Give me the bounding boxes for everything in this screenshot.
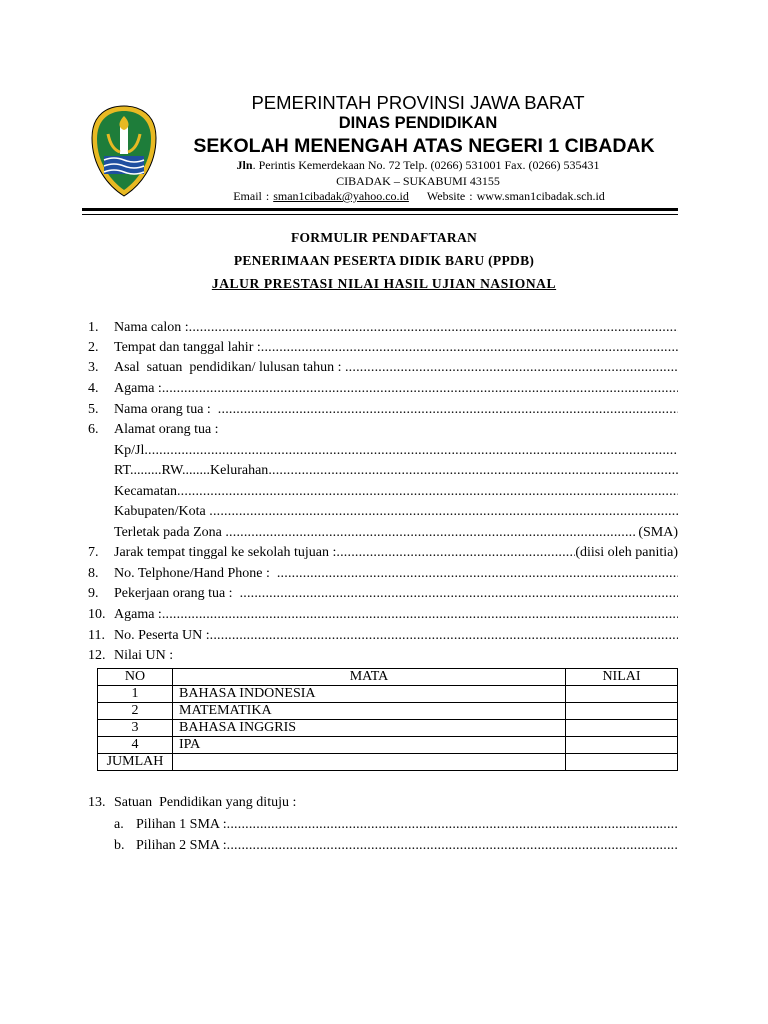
choice-row[interactable]: a. Pilihan 1 SMA : ..... bbox=[114, 815, 678, 835]
choice-label: Pilihan 2 SMA : bbox=[136, 838, 227, 853]
header-divider-thick bbox=[82, 208, 678, 211]
table-cell-no: 3 bbox=[98, 720, 173, 737]
table-cell-score[interactable] bbox=[566, 737, 678, 754]
table-total-score[interactable] bbox=[566, 754, 678, 771]
table-cell-subject: IPA bbox=[173, 737, 566, 754]
choice-label: Pilihan 1 SMA : bbox=[136, 817, 227, 832]
fill-line[interactable] bbox=[177, 482, 678, 502]
address-row[interactable] bbox=[114, 461, 678, 481]
fill-line[interactable] bbox=[189, 318, 678, 338]
field-row[interactable]: 3. Asal satuan pendidikan/ lulusan tahun : ..... bbox=[88, 358, 678, 378]
address-row[interactable] bbox=[114, 523, 678, 543]
fill-line[interactable] bbox=[227, 836, 678, 856]
table-cell-no: 4 bbox=[98, 737, 173, 754]
fill-line[interactable] bbox=[225, 523, 634, 543]
field-row: 12. Nilai UN : bbox=[88, 646, 678, 666]
table-total-row bbox=[98, 754, 678, 771]
field-label: No. Telphone/Hand Phone : bbox=[114, 566, 277, 581]
field-row[interactable]: 4. Agama : ..... bbox=[88, 379, 678, 399]
header-contact bbox=[0, 189, 768, 204]
field-row[interactable]: 8. No. Telphone/Hand Phone : ..... bbox=[88, 564, 678, 584]
address-row[interactable] bbox=[114, 502, 678, 522]
field-row[interactable]: 5. Nama orang tua : ..... bbox=[88, 400, 678, 420]
email-link[interactable]: sman1cibadak@yahoo.co.id bbox=[273, 189, 409, 203]
table-header: NILAI bbox=[566, 669, 678, 686]
field-label: Nama orang tua : bbox=[114, 402, 218, 417]
field-row[interactable]: 1. Nama calon : ..... bbox=[88, 318, 678, 338]
fill-line[interactable] bbox=[162, 379, 678, 399]
field-label: Alamat orang tua : bbox=[114, 422, 219, 437]
field-row: 13. Satuan Pendidikan yang dituju : bbox=[88, 793, 678, 813]
field-row[interactable]: 11. No. Peserta UN : ..... bbox=[88, 626, 678, 646]
fill-line[interactable] bbox=[227, 815, 678, 835]
table-cell-score[interactable] bbox=[566, 703, 678, 720]
website-text: Website : www.sman1cibadak.sch.id bbox=[426, 189, 605, 203]
header-address bbox=[0, 158, 768, 173]
field-label: Jarak tempat tinggal ke sekolah tujuan : bbox=[114, 545, 337, 560]
fill-line[interactable] bbox=[218, 400, 678, 420]
address-label: Kabupaten/Kota bbox=[114, 504, 210, 519]
header-school-name: SEKOLAH MENENGAH ATAS NEGERI 1 CIBADAK bbox=[193, 135, 655, 157]
field-label: Asal satuan pendidikan/ lulusan tahun : bbox=[114, 360, 345, 375]
field-label: Agama : bbox=[114, 381, 162, 396]
field-row[interactable]: 7. Jarak tempat tinggal ke sekolah tujuan : ..... (diisi oleh panitia) bbox=[88, 543, 678, 563]
table-cell-subject: BAHASA INGGRIS bbox=[173, 720, 566, 737]
zone-suffix: (SMA) bbox=[634, 525, 678, 540]
header-city: CIBADAK – SUKABUMI 43155 bbox=[336, 174, 500, 188]
field-label: No. Peserta UN : bbox=[114, 628, 210, 643]
field-label: Nilai UN : bbox=[114, 648, 174, 663]
table-row bbox=[98, 720, 678, 737]
field-note: (diisi oleh panitia) bbox=[575, 545, 678, 560]
fill-line[interactable] bbox=[144, 441, 678, 461]
header-government: PEMERINTAH PROVINSI JAWA BARAT bbox=[251, 92, 585, 113]
address-label: Terletak pada Zona bbox=[114, 525, 226, 540]
table-cell-no: 2 bbox=[98, 703, 173, 720]
table-cell-subject: BAHASA INDONESIA bbox=[173, 686, 566, 703]
fill-line[interactable] bbox=[209, 502, 678, 522]
field-label: Nama calon : bbox=[114, 320, 189, 335]
address-label: RT.........RW........Kelurahan bbox=[114, 463, 269, 478]
fill-line[interactable] bbox=[261, 338, 678, 358]
table-header: MATA bbox=[173, 669, 566, 686]
field-label: Tempat dan tanggal lahir : bbox=[114, 340, 261, 355]
header-department: DINAS PENDIDIKAN bbox=[338, 114, 498, 132]
fill-line[interactable] bbox=[277, 564, 678, 584]
fill-line[interactable] bbox=[162, 605, 678, 625]
table-cell-subject: MATEMATIKA bbox=[173, 703, 566, 720]
email-label: Email : bbox=[233, 189, 274, 203]
fill-line[interactable] bbox=[345, 358, 678, 378]
table-row bbox=[98, 686, 678, 703]
field-row[interactable]: 9. Pekerjaan orang tua : ..... bbox=[88, 584, 678, 604]
choice-row[interactable]: b. Pilihan 2 SMA : ..... bbox=[114, 836, 678, 856]
field-label: Pekerjaan orang tua : bbox=[114, 586, 240, 601]
address-row[interactable] bbox=[114, 441, 678, 461]
fill-line[interactable] bbox=[268, 461, 678, 481]
field-label: Satuan Pendidikan yang dituju : bbox=[114, 795, 297, 810]
field-row[interactable]: 2. Tempat dan tanggal lahir : ..... bbox=[88, 338, 678, 358]
fill-line[interactable] bbox=[240, 584, 678, 604]
form-title: FORMULIR PENDAFTARAN bbox=[290, 230, 478, 245]
header-divider-thin bbox=[82, 214, 678, 215]
field-row[interactable]: 10. Agama : ..... bbox=[88, 605, 678, 625]
table-row bbox=[98, 737, 678, 754]
table-cell-score[interactable] bbox=[566, 720, 678, 737]
address-label: Kp/Jl bbox=[114, 443, 145, 458]
address-row[interactable] bbox=[114, 482, 678, 502]
un-score-table bbox=[97, 668, 678, 771]
address-text: . Perintis Kemerdekaan No. 72 Telp. (0266) 531001 Fax. (0266) 535431 bbox=[252, 158, 600, 172]
table-total-label: JUMLAH bbox=[98, 754, 173, 771]
form-track: JALUR PRESTASI NILAI HASIL UJIAN NASIONAL bbox=[211, 276, 557, 291]
fill-line[interactable] bbox=[210, 626, 678, 646]
table-total-empty bbox=[173, 754, 566, 771]
address-prefix: Jln bbox=[236, 158, 253, 172]
address-label: Kecamatan bbox=[114, 484, 177, 499]
fill-line[interactable] bbox=[336, 543, 575, 563]
table-cell-score[interactable] bbox=[566, 686, 678, 703]
table-row bbox=[98, 703, 678, 720]
field-row: 6. Alamat orang tua : bbox=[88, 420, 678, 440]
table-header-row bbox=[98, 669, 678, 686]
form-subtitle: PENERIMAAN PESERTA DIDIK BARU (PPDB) bbox=[233, 253, 535, 268]
table-header: NO bbox=[98, 669, 173, 686]
table-cell-no: 1 bbox=[98, 686, 173, 703]
field-label: Agama : bbox=[114, 607, 162, 622]
